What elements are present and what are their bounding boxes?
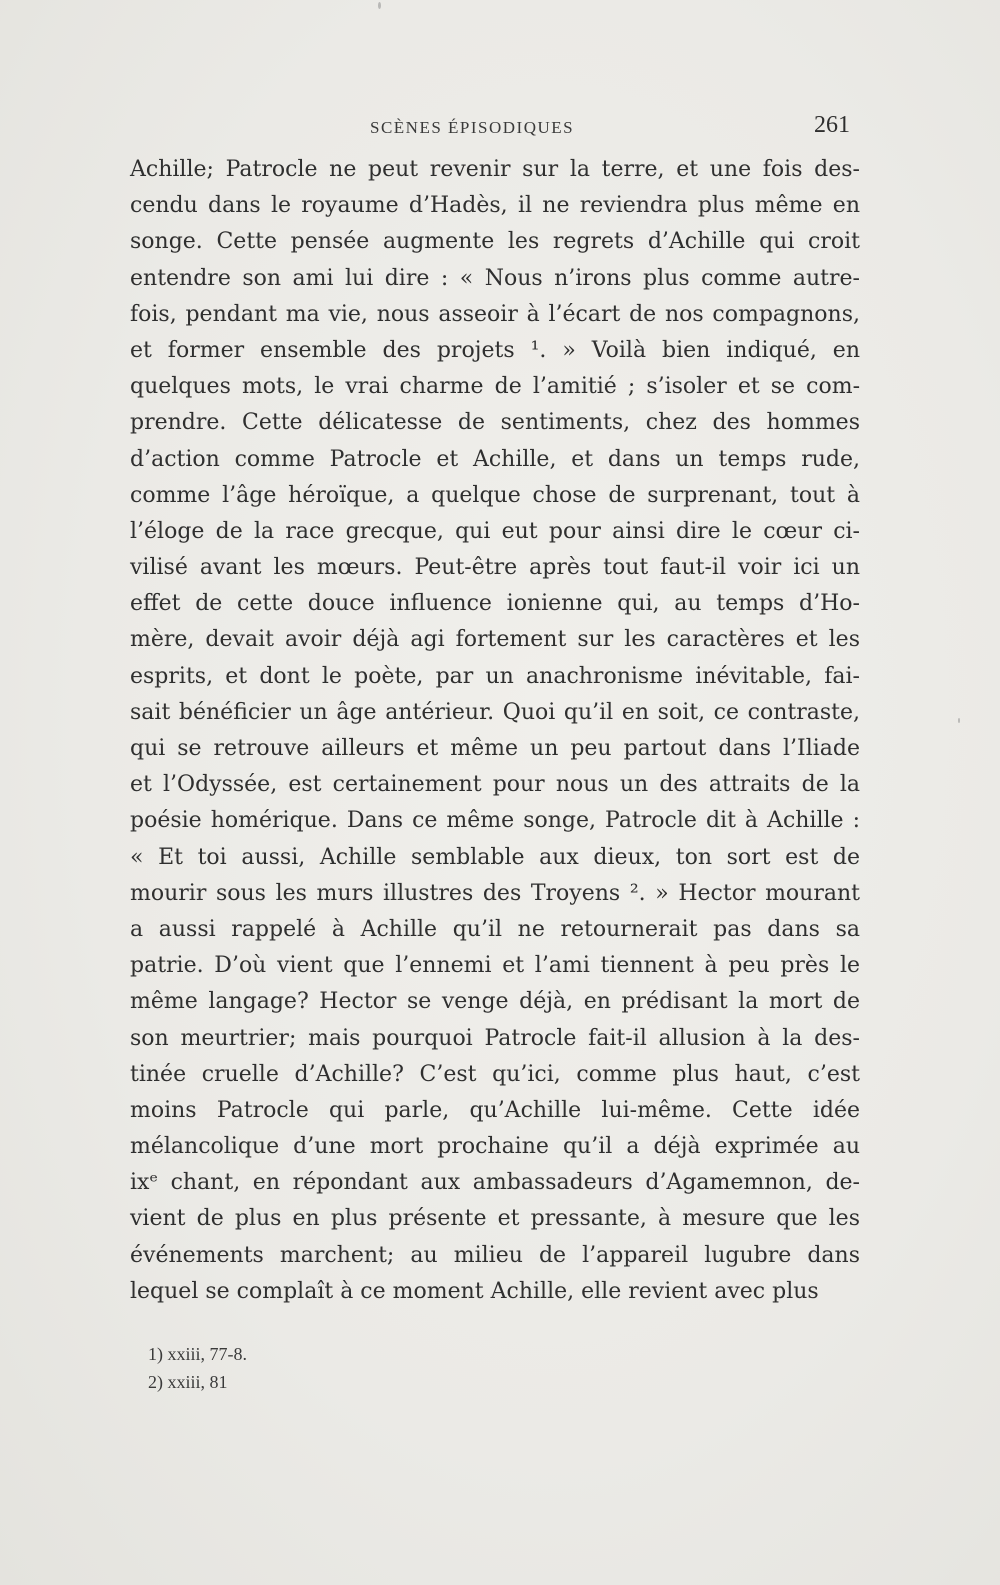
running-head: SCÈNES ÉPISODIQUES	[370, 118, 575, 137]
text-line: patrie. D’où vient que l’ennemi et l’ami tiennent à peu près le	[130, 953, 860, 979]
text-line: quelques mots, le vrai charme de l’amitié ; s’isoler et se com-	[130, 374, 860, 400]
text-line: mélancolique d’une mort prochaine qu’il a déjà exprimée au	[130, 1134, 860, 1160]
text-line: Achille; Patrocle ne peut revenir sur la terre, et une fois des-	[130, 157, 860, 182]
text-line: songe. Cette pensée augmente les regrets d’Achille qui croit	[130, 229, 860, 255]
text-line: vilisé avant les mœurs. Peut-être après tout faut-il voir ici un	[130, 555, 860, 581]
text-line: son meurtrier; mais pourquoi Patrocle fait-il allusion à la des-	[130, 1025, 860, 1051]
text-line: prendre. Cette délicatesse de sentiments, chez des hommes	[130, 410, 860, 436]
text-line: et former ensemble des projets ¹. » Voilà bien indiqué, en	[130, 337, 860, 363]
text-line: a aussi rappelé à Achille qu’il ne retournerait pas dans sa	[130, 916, 860, 942]
text-line: effet de cette douce influence ionienne qui, au temps d’Ho-	[130, 591, 860, 617]
text-line: qui se retrouve ailleurs et même un peu partout dans l’Iliade	[130, 736, 860, 761]
page-speck	[958, 718, 960, 723]
page-speck	[378, 2, 381, 9]
text-line: lequel se complaît à ce moment Achille, elle revient avec plus	[130, 1278, 819, 1304]
text-line: poésie homérique. Dans ce même songe, Patrocle dit à Achille :	[130, 808, 860, 834]
body-text	[130, 152, 860, 1310]
text-line: vient de plus en plus présente et pressante, à mesure que les	[130, 1206, 860, 1232]
text-line: esprits, et dont le poète, par un anachronisme inévitable, fai-	[130, 663, 860, 689]
text-line: l’éloge de la race grecque, qui eut pour ainsi dire le cœur ci-	[130, 518, 860, 544]
text-line: tinée cruelle d’Achille? C’est qu’ici, comme plus haut, c’est	[130, 1061, 860, 1087]
text-line: d’action comme Patrocle et Achille, et dans un temps rude,	[130, 446, 860, 472]
page-number: 261	[814, 112, 850, 138]
text-line: même langage? Hector se venge déjà, en prédisant la mort de	[130, 989, 860, 1015]
text-line: mourir sous les murs illustres des Troyens ². » Hector mourant	[130, 880, 860, 906]
footnote: 1) xxiii, 77-8.	[148, 1344, 247, 1364]
text-line: sait bénéficier un âge antérieur. Quoi qu’il en soit, ce contraste,	[130, 699, 860, 725]
text-line: « Et toi aussi, Achille semblable aux dieux, ton sort est de	[130, 844, 860, 870]
text-line: mère, devait avoir déjà agi fortement sur les caractères et les	[130, 627, 860, 653]
text-line: entendre son ami lui dire : « Nous n’irons plus comme autre-	[130, 265, 860, 291]
text-line: ixᵉ chant, en répondant aux ambassadeurs d’Agamemnon, de-	[130, 1170, 860, 1196]
text-line: cendu dans le royaume d’Hadès, il ne reviendra plus même en	[130, 193, 860, 219]
text-line: moins Patrocle qui parle, qu’Achille lui-même. Cette idée	[130, 1097, 860, 1123]
text-line: comme l’âge héroïque, a quelque chose de surprenant, tout à	[130, 482, 860, 508]
page-header	[130, 112, 850, 146]
text-line: fois, pendant ma vie, nous asseoir à l’écart de nos compagnons,	[130, 301, 860, 327]
footnote: 2) xxiii, 81	[148, 1372, 228, 1392]
text-line: et l’Odyssée, est certainement pour nous un des attraits de la	[130, 772, 860, 798]
text-line: événements marchent; au milieu de l’appareil lugubre dans	[130, 1242, 860, 1268]
footnotes	[148, 1340, 247, 1396]
